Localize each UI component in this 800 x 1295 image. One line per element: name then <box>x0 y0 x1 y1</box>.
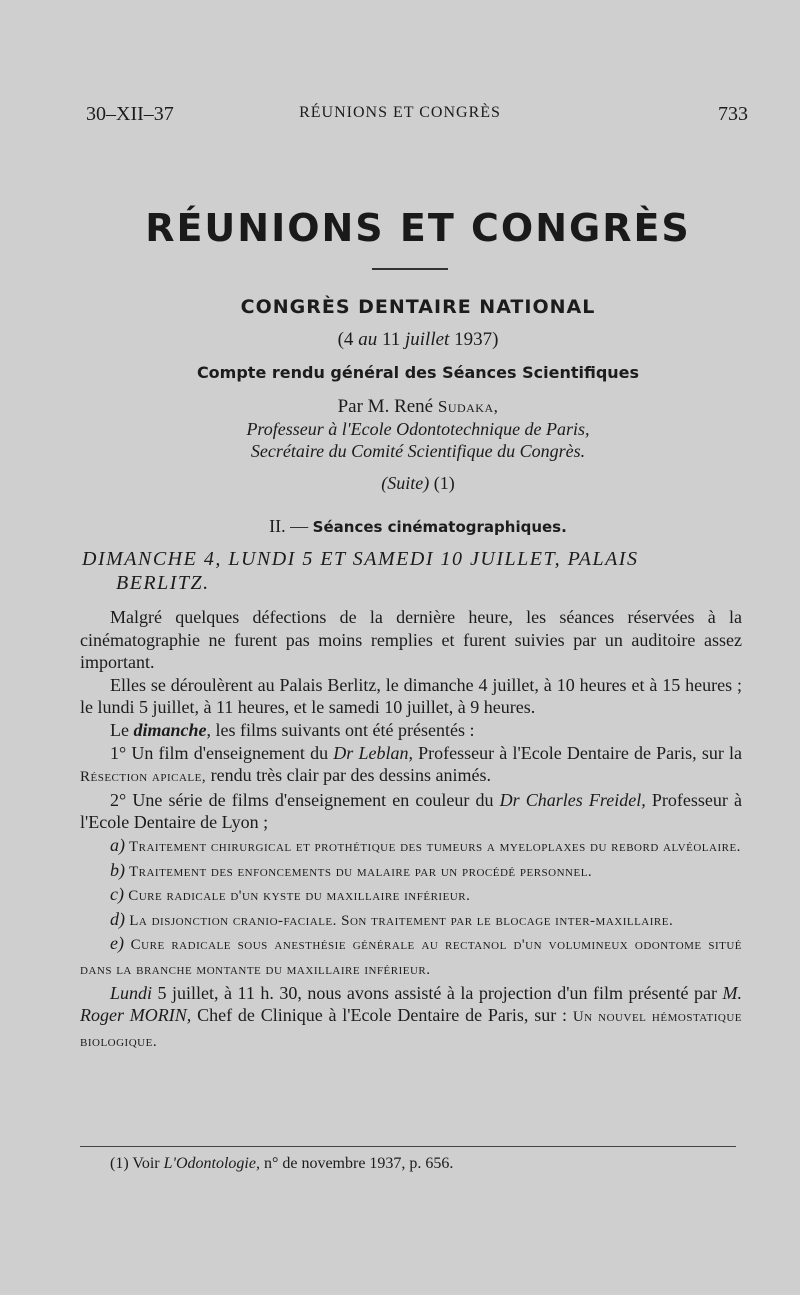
paragraph: Le dimanche, les films suivants ont été présentés : <box>110 719 475 740</box>
paragraph: Malgré quelques défections de la dernière heure, les séances réservées à la cinématographie ne furent pas moins remplies et furent suivies par un auditoire assez important. <box>80 607 742 673</box>
author-line: Par M. René Sudaka, <box>337 396 499 417</box>
article-body <box>80 606 742 1053</box>
continuation-note: (Suite) (1) <box>381 473 455 493</box>
title-divider <box>372 268 448 270</box>
paragraph: 1° Un film d'enseignement du Dr Leblan, Professeur à l'Ecole Dentaire de Paris, sur la Résection apicale, rendu très clair par des dessins animés. <box>80 742 742 786</box>
running-title: RÉUNIONS ET CONGRÈS <box>299 104 501 121</box>
paragraph: Elles se déroulèrent au Palais Berlitz, le dimanche 4 juillet, à 10 heures et à 15 heures ; le lundi 5 juillet, à 11 heures, et le samedi 10 juillet, à 9 heures. <box>80 674 742 718</box>
list-item: d) La disjonction cranio-faciale. Son traitement par le blocage inter-maxillaire. <box>110 908 674 929</box>
section-heading: II. — Séances cinématographiques. <box>269 516 567 536</box>
report-subtitle: Compte rendu général des Séances Scientifiques <box>196 363 640 382</box>
footnote-divider <box>80 1146 736 1147</box>
list-item: b) Traitement des enfoncements du malaire par un procédé personnel. <box>110 859 593 880</box>
congress-dates: (4 au 11 juillet 1937) <box>337 329 499 350</box>
page-number: 733 <box>718 103 748 125</box>
author-role-2: Secrétaire du Comité Scientifique du Congrès. <box>250 441 586 461</box>
days-heading: DIMANCHE 4, LUNDI 5 ET SAMEDI 10 JUILLET, PALAIS BERLITZ. <box>82 548 639 594</box>
congress-name: CONGRÈS DENTAIRE NATIONAL <box>240 296 596 318</box>
running-date: 30–XII–37 <box>86 103 174 125</box>
list-item: e) Cure radicale sous anesthésie générale au rectanol d'un volumineux odontome situé dans la branche montante du maxillaire inférieur. <box>80 933 742 978</box>
paragraph: 2° Une série de films d'enseignement en couleur du Dr Charles Freidel, Professeur à l'Ecole Dentaire de Lyon ; <box>80 789 742 833</box>
page-title: RÉUNIONS ET CONGRÈS <box>145 206 691 250</box>
footnote: (1) Voir L'Odontologie, n° de novembre 1937, p. 656. <box>110 1155 454 1172</box>
author-role-1: Professeur à l'Ecole Odontotechnique de Paris, <box>246 419 590 439</box>
list-item: c) Cure radicale d'un kyste du maxillaire inférieur. <box>110 884 471 905</box>
list-item: a) Traitement chirurgical et prothétique des tumeurs a myeloplaxes du rebord alvéolaire. <box>110 834 741 855</box>
paragraph: Lundi 5 juillet, à 11 h. 30, nous avons assisté à la projection d'un film présenté par M. Roger MORIN, Chef de Clinique à l'Ecole Dentaire de Paris, sur : Un nouvel hémostatique biologique. <box>80 982 742 1050</box>
